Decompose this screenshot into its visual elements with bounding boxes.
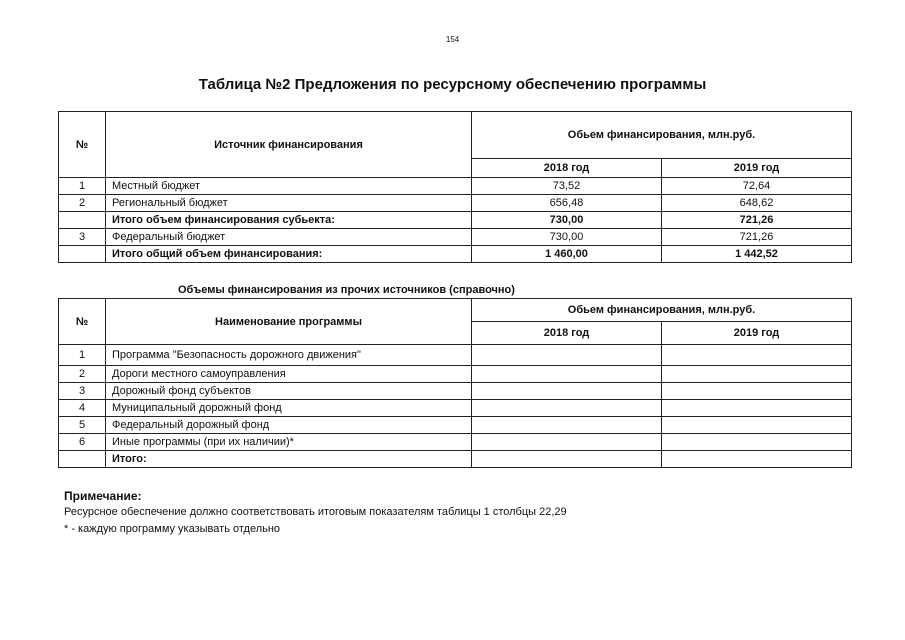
row-number: 6 [59,434,106,451]
table-header-row [59,299,852,322]
table-subtotal-row [59,212,852,229]
table-row [59,366,852,383]
row-number: 2 [59,195,106,212]
section-subtitle: Объемы финансирования из прочих источников (справочно) [178,284,515,296]
row-value-2018: 656,48 [472,195,662,212]
row-value-2018: 730,00 [472,212,662,229]
note-footnote: * - каждую программу указывать отдельно [64,523,281,535]
row-value-2019 [662,417,852,434]
row-value-2018: 73,52 [472,178,662,195]
row-source: Региональный бюджет [106,195,472,212]
row-value-2019: 72,64 [662,178,852,195]
col-volume-header: Обьем финансирования, млн.руб. [472,299,852,322]
row-value-2019 [662,451,852,468]
note-title: Примечание: [64,489,142,503]
row-number [59,451,106,468]
row-program: Иные программы (при их наличии)* [106,434,472,451]
page-title: Таблица №2 Предложения по ресурсному обеспечению программы [198,76,707,93]
col-source-header: Источник финансирования [106,112,472,178]
table-row [59,178,852,195]
row-number [59,246,106,263]
row-value-2018 [472,417,662,434]
row-source: Местный бюджет [106,178,472,195]
row-value-2018 [472,400,662,417]
row-program: Дорожный фонд субъектов [106,383,472,400]
col-program-header: Наименование программы [106,299,472,345]
row-value-2019: 721,26 [662,229,852,246]
table-row [59,195,852,212]
row-number: 3 [59,383,106,400]
table-row [59,400,852,417]
col-volume-header: Обьем финансирования, млн.руб. [472,112,852,159]
row-value-2018: 1 460,00 [472,246,662,263]
row-value-2019 [662,400,852,417]
row-value-2019 [662,434,852,451]
row-value-2019: 648,62 [662,195,852,212]
row-value-2018 [472,366,662,383]
col-number-header: № [59,299,106,345]
note-line: Ресурсное обеспечение должно соответствовать итоговым показателям таблицы 1 столбцы 22,29 [64,506,567,518]
table-row [59,417,852,434]
row-program: Муниципальный дорожный фонд [106,400,472,417]
table-row [59,229,852,246]
table-header-row [59,112,852,159]
row-value-2018 [472,434,662,451]
table-row [59,345,852,366]
col-year-2019-header: 2019 год [662,322,852,345]
row-number: 1 [59,178,106,195]
other-sources-table [58,298,852,468]
row-number: 1 [59,345,106,366]
row-value-2019: 721,26 [662,212,852,229]
row-program: Программа "Безопасность дорожного движения" [106,345,472,366]
table-row [59,383,852,400]
col-number-header: № [59,112,106,178]
row-source: Федеральный бюджет [106,229,472,246]
row-program: Итого: [106,451,472,468]
row-value-2018: 730,00 [472,229,662,246]
table-total-row [59,246,852,263]
row-source: Итого объем финансирования субьекта: [106,212,472,229]
row-program: Федеральный дорожный фонд [106,417,472,434]
funding-table [58,111,852,263]
row-source: Итого общий объем финансирования: [106,246,472,263]
row-value-2018 [472,451,662,468]
table-row [59,434,852,451]
row-value-2018 [472,345,662,366]
row-number: 4 [59,400,106,417]
page-number: 154 [445,35,460,44]
row-value-2018 [472,383,662,400]
row-value-2019 [662,366,852,383]
row-value-2019: 1 442,52 [662,246,852,263]
col-year-2018-header: 2018 год [472,159,662,178]
table-total-row [59,451,852,468]
row-program: Дороги местного самоуправления [106,366,472,383]
row-number: 2 [59,366,106,383]
row-value-2019 [662,383,852,400]
row-number [59,212,106,229]
row-value-2019 [662,345,852,366]
row-number: 3 [59,229,106,246]
col-year-2018-header: 2018 год [472,322,662,345]
col-year-2019-header: 2019 год [662,159,852,178]
row-number: 5 [59,417,106,434]
